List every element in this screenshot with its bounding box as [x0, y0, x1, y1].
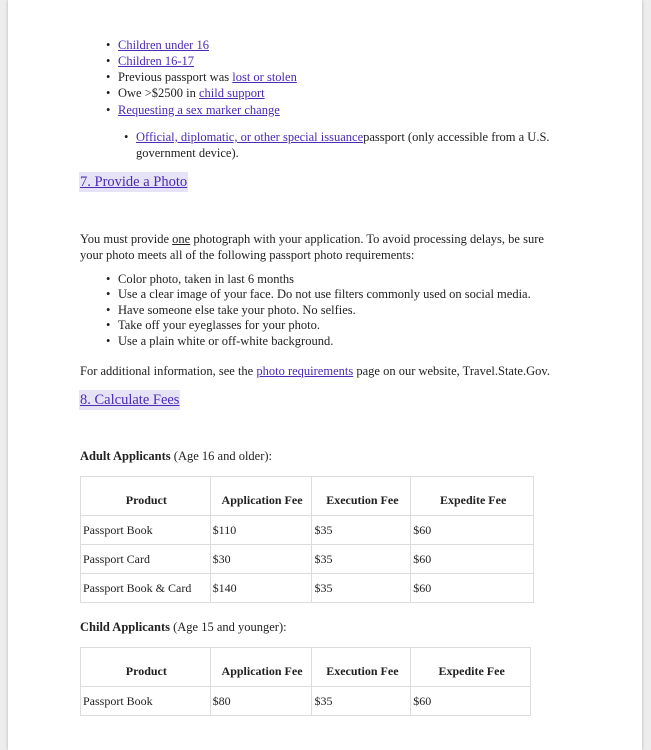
- child-fees-table: [80, 647, 531, 716]
- table-header-row: [81, 477, 534, 516]
- table-row: [81, 545, 534, 574]
- column-header: Execution Fee: [312, 648, 411, 687]
- table-cell: $110: [210, 516, 312, 545]
- list-item: [118, 69, 297, 85]
- table-cell: $35: [312, 545, 411, 574]
- table-cell: $60: [411, 574, 534, 603]
- adult-fees-table: [80, 476, 534, 603]
- list-item-text: passport (only accessible from a U.S.: [363, 130, 550, 144]
- caption-bold: Child Applicants: [80, 620, 170, 634]
- list-item-text: Previous passport was: [118, 70, 233, 84]
- lost-or-stolen-link[interactable]: lost or stolen: [232, 70, 297, 84]
- column-header: Application Fee: [210, 477, 312, 516]
- list-item: • Use a clear image of your face. Do not use filters commonly used on social media.: [118, 286, 531, 302]
- photo-intro-paragraph: [80, 231, 580, 263]
- list-item: [118, 37, 209, 53]
- table-cell: $140: [210, 574, 312, 603]
- text: page on our website, Travel.State.Gov.: [353, 364, 550, 378]
- photo-info-paragraph: [80, 363, 600, 379]
- photo-requirements-link[interactable]: photo requirements: [256, 364, 354, 378]
- special-issuance-link[interactable]: Official, diplomatic, or other special issuance: [136, 130, 364, 144]
- column-header: Application Fee: [210, 648, 312, 687]
- child-applicants-caption: [80, 620, 287, 635]
- children-under-16-link[interactable]: Children under 16: [118, 38, 209, 52]
- adult-applicants-caption: [80, 449, 272, 464]
- list-item: [136, 129, 566, 161]
- table-cell: $80: [210, 687, 312, 716]
- table-cell: Passport Book: [81, 516, 211, 545]
- table-row: [81, 574, 534, 603]
- column-header: Product: [81, 648, 211, 687]
- heading-text: 8. Calculate Fees: [80, 392, 180, 408]
- list-item-text: Owe >$2500 in: [118, 86, 199, 100]
- table-cell: $30: [210, 545, 312, 574]
- list-item: [118, 53, 194, 69]
- list-item: [118, 85, 265, 101]
- column-header: Product: [81, 477, 211, 516]
- caption-bold: Adult Applicants: [80, 449, 171, 463]
- sex-marker-change-link[interactable]: Requesting a sex marker change: [118, 103, 280, 117]
- text: You must provide: [80, 232, 173, 246]
- table-cell: $60: [411, 545, 534, 574]
- table-cell: $35: [312, 687, 411, 716]
- document-page: [8, 0, 642, 750]
- text: one: [172, 232, 191, 246]
- column-header: Expedite Fee: [411, 477, 534, 516]
- table-cell: $60: [411, 516, 534, 545]
- table-header-row: [81, 648, 531, 687]
- section-heading-provide-photo[interactable]: [79, 172, 188, 192]
- caption-text: (Age 15 and younger):: [169, 620, 287, 634]
- list-item: • Have someone else take your photo. No selfies.: [118, 302, 356, 318]
- column-header: Execution Fee: [312, 477, 411, 516]
- child-support-link[interactable]: child support: [199, 86, 265, 100]
- list-item: • Use a plain white or off-white background.: [118, 333, 333, 349]
- text: For additional information, see the: [80, 364, 257, 378]
- table-row: [81, 516, 534, 545]
- table-cell: $35: [312, 516, 411, 545]
- list-item: [118, 102, 280, 118]
- section-heading-calculate-fees[interactable]: [79, 390, 180, 410]
- table-cell: $35: [312, 574, 411, 603]
- list-item-text: government device).: [136, 146, 239, 160]
- heading-text: 7. Provide a Photo: [80, 174, 188, 190]
- text: your photo meets all of the following passport photo requirements:: [80, 248, 415, 262]
- children-16-17-link[interactable]: Children 16-17: [118, 54, 195, 68]
- text: photograph with your application. To avoid processing delays, be sure: [190, 232, 544, 246]
- table-cell: Passport Book: [81, 687, 211, 716]
- table-cell: Passport Card: [81, 545, 211, 574]
- caption-text: (Age 16 and older):: [170, 449, 273, 463]
- table-cell: Passport Book & Card: [81, 574, 211, 603]
- table-row: [81, 687, 531, 716]
- list-item: • Take off your eyeglasses for your photo.: [118, 317, 320, 333]
- column-header: Expedite Fee: [411, 648, 531, 687]
- table-cell: $60: [411, 687, 531, 716]
- list-item: • Color photo, taken in last 6 months: [118, 271, 294, 287]
